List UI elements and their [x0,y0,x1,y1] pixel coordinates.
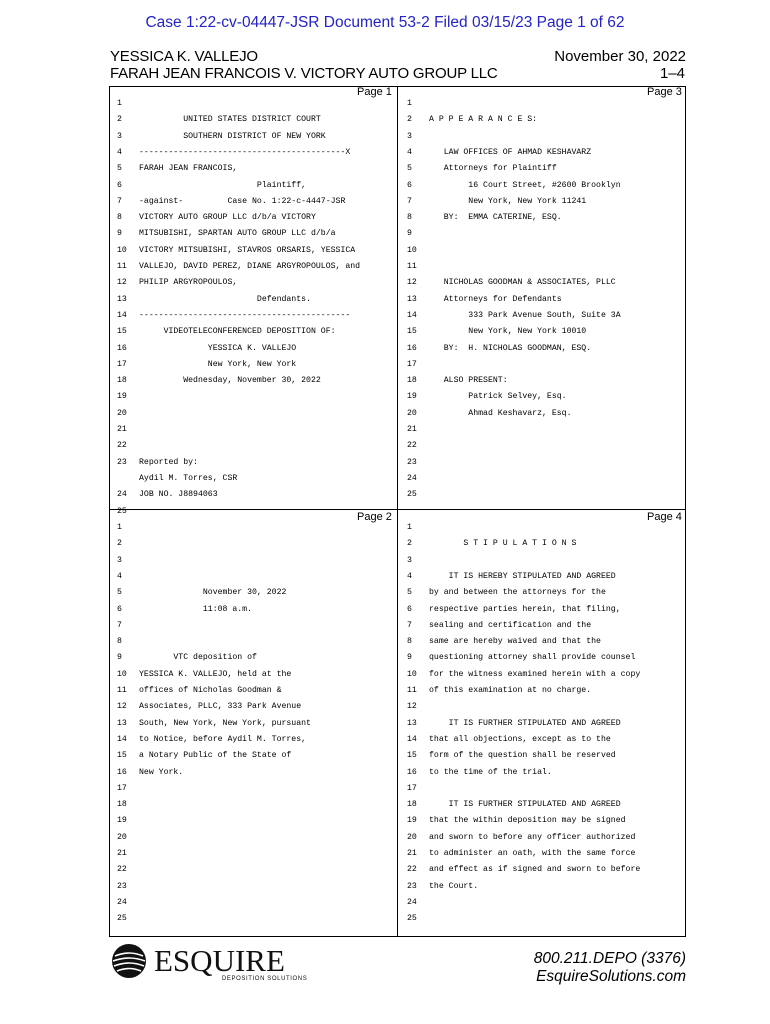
line-text: respective parties herein, that filing, [429,604,621,614]
line-number: 22 [117,865,127,875]
line-number: 17 [407,359,417,369]
line-number: 24 [117,490,127,500]
line-number: 22 [117,441,127,451]
line-text: ------------------------------------------- [139,310,351,320]
line-number: 1 [117,523,122,532]
line-number: 18 [117,376,127,386]
line-text: Reported by: [139,457,198,467]
line-text: South, New York, New York, pursuant [139,718,311,728]
line-number: 23 [117,457,127,467]
line-number: 9 [117,229,122,239]
line-text: New York, New York 11241 [429,196,587,206]
line-number: 14 [407,310,417,320]
line-number: 20 [407,408,417,418]
line-number: 7 [407,196,412,206]
line-text: YESSICA K. VALLEJO [139,343,297,353]
line-text: that the within deposition may be signed [429,816,626,826]
line-number: 21 [117,425,127,434]
line-number: 4 [407,571,412,581]
line-number: 1 [407,99,412,108]
line-text: YESSICA K. VALLEJO, held at the [139,669,292,679]
line-number: 5 [407,588,412,598]
line-number: 7 [407,620,412,630]
line-number: 8 [407,213,412,223]
line-number: 12 [407,278,417,288]
line-text: questioning attorney shall provide counsel [429,653,636,663]
line-number: 4 [117,571,122,581]
line-number: 17 [117,783,127,793]
line-text: sealing and certification and the [429,620,592,630]
line-number: 16 [407,343,417,353]
line-number: 3 [407,555,412,565]
line-number: 20 [117,832,127,842]
line-text: Patrick Selvey, Esq. [429,392,567,402]
line-number: 19 [117,392,127,402]
line-text: ALSO PRESENT: [429,376,508,386]
line-text: VALLEJO, DAVID PEREZ, DIANE ARGYROPOULOS, and [139,262,361,271]
line-number: 7 [117,620,122,630]
line-text: a Notary Public of the State of [139,751,292,761]
line-text: Wednesday, November 30, 2022 [139,376,321,386]
line-number: 12 [117,278,127,288]
line-number: 25 [407,914,417,924]
line-text: Defendants. [139,294,311,304]
line-number: 9 [407,229,412,239]
transcript-header-left [110,48,498,82]
line-text: New York, New York 10010 [429,327,587,337]
line-number: 23 [407,881,417,891]
line-number: 13 [407,294,417,304]
line-text: Ahmad Keshavarz, Esq. [429,408,572,418]
line-text: the Court. [429,881,479,891]
line-text: 333 Park Avenue South, Suite 3A [429,310,621,320]
page-label-2: Page 2 [357,511,392,523]
line-text: 16 Court Street, #2600 Brooklyn [429,180,621,190]
deposition-date: November 30, 2022 [554,48,686,65]
line-text: of this examination at no charge. [429,686,592,695]
line-number: 6 [117,180,122,190]
footer-phone: 800.211.DEPO (3376) [533,950,686,967]
line-number: 17 [117,359,127,369]
line-number: 23 [117,881,127,891]
line-number: 8 [117,213,122,223]
line-text: BY: EMMA CATERINE, ESQ. [429,213,562,223]
line-text: Plaintiff, [139,180,307,190]
line-number: 9 [407,653,412,663]
line-text: VTC deposition of [139,653,257,663]
line-number: 10 [117,245,127,255]
line-number: 18 [407,376,417,386]
line-number: 9 [117,653,122,663]
line-text: VIDEOTELECONFERENCED DEPOSITION OF: [139,327,336,337]
line-text: November 30, 2022 [139,588,287,598]
line-number: 12 [117,702,127,712]
line-text: LAW OFFICES OF AHMAD KESHAVARZ [429,147,592,157]
column-divider [397,86,398,937]
line-number: 7 [117,196,122,206]
line-number: 19 [117,816,127,826]
line-text: Attorneys for Plaintiff [429,164,557,174]
line-number: 16 [407,767,417,777]
line-text: New York, New York [139,359,297,369]
page-label-3: Page 3 [647,86,682,98]
line-number: 15 [407,751,417,761]
line-text: to Notice, before Aydil M. Torres, [139,734,307,744]
court-filing-header: Case 1:22-cv-04447-JSR Document 53-2 Filed 03/15/23 Page 1 of 62 [145,14,625,31]
line-number: 25 [117,506,127,516]
transcript-header-right [554,48,686,82]
page-label-1: Page 1 [357,86,392,98]
line-number: 15 [117,327,127,337]
line-text: to the time of the trial. [429,767,552,777]
line-number: 22 [407,865,417,875]
case-name: FARAH JEAN FRANCOIS V. VICTORY AUTO GROUP LLC [110,65,498,82]
line-number: 24 [407,473,417,483]
line-number: 1 [117,99,122,108]
line-number: 14 [117,310,127,320]
line-text: Aydil M. Torres, CSR [139,473,238,483]
line-text: IT IS FURTHER STIPULATED AND AGREED [429,800,621,810]
line-number: 2 [117,539,122,549]
line-number: 18 [117,800,127,810]
line-number: 14 [117,734,127,744]
line-number: 12 [407,702,417,712]
page-range: 1–4 [659,65,685,82]
line-number: 3 [117,555,122,565]
line-number: 25 [407,490,417,500]
line-number: 20 [117,408,127,418]
line-number: 24 [407,897,417,907]
line-number: 3 [407,131,412,141]
line-number: 15 [407,327,417,337]
line-text: -against- Case No. 1:22-c-4447-JSR [139,196,346,206]
line-number: 23 [407,457,417,467]
line-number: 10 [407,245,417,255]
line-text: NICHOLAS GOODMAN & ASSOCIATES, PLLC [429,278,616,288]
esquire-logo [110,942,330,982]
line-text: IT IS FURTHER STIPULATED AND AGREED [429,718,621,728]
line-number: 11 [407,686,417,695]
line-number: 16 [117,767,127,777]
line-number: 24 [117,897,127,907]
line-text: UNITED STATES DISTRICT COURT [139,115,321,125]
page-label-4: Page 4 [647,511,682,523]
line-text: form of the question shall be reserved [429,751,616,761]
line-number: 4 [407,147,412,157]
line-number: 20 [407,832,417,842]
line-number: 8 [117,637,122,647]
witness-name: YESSICA K. VALLEJO [110,48,258,65]
line-text: SOUTHERN DISTRICT OF NEW YORK [139,131,326,141]
line-number: 11 [117,262,127,271]
line-text: ------------------------------------------X [139,147,351,157]
line-number: 6 [407,180,412,190]
logo-tagline: DEPOSITION SOLUTIONS [222,976,308,982]
line-text: S T I P U L A T I O N S [429,539,577,549]
line-text: to administer an oath, with the same force [429,849,636,858]
line-text: and sworn to before any officer authorized [429,832,636,842]
line-text: by and between the attorneys for the [429,588,606,598]
line-number: 5 [117,164,122,174]
line-number: 4 [117,147,122,157]
line-number: 6 [407,604,412,614]
line-number: 11 [117,686,127,695]
line-number: 21 [407,849,417,858]
line-text: PHILIP ARGYROPOULOS, [139,278,238,288]
line-number: 19 [407,816,417,826]
line-number: 19 [407,392,417,402]
line-text: offices of Nicholas Goodman & [139,686,282,695]
line-text: and effect as if signed and sworn to before [429,865,641,875]
line-text: BY: H. NICHOLAS GOODMAN, ESQ. [429,343,592,353]
line-text: FARAH JEAN FRANCOIS, [139,164,238,174]
line-number: 21 [117,849,127,858]
line-number: 13 [117,718,127,728]
line-text: MITSUBISHI, SPARTAN AUTO GROUP LLC d/b/a [139,229,336,239]
line-text: New York. [139,767,184,777]
line-number: 15 [117,751,127,761]
line-text: VICTORY MITSUBISHI, STAVROS ORSARIS, YESSICA [139,245,356,255]
line-number: 16 [117,343,127,353]
line-number: 21 [407,425,417,434]
line-number: 5 [117,588,122,598]
line-text: Attorneys for Defendants [429,294,562,304]
line-text: Associates, PLLC, 333 Park Avenue [139,702,302,712]
line-number: 17 [407,783,417,793]
line-number: 2 [407,115,412,125]
line-number: 14 [407,734,417,744]
line-text: A P P E A R A N C E S: [429,115,538,125]
row-divider [109,509,686,510]
line-number: 10 [407,669,417,679]
line-number: 11 [407,262,417,271]
footer-website[interactable]: EsquireSolutions.com [536,968,686,985]
line-number: 2 [407,539,412,549]
line-number: 18 [407,800,417,810]
line-text: that all objections, except as to the [429,734,611,744]
line-number: 6 [117,604,122,614]
line-text: same are hereby waived and that the [429,637,601,647]
line-text: VICTORY AUTO GROUP LLC d/b/a VICTORY [139,213,316,223]
line-text: IT IS HEREBY STIPULATED AND AGREED [429,571,616,581]
line-text: 11:08 a.m. [139,604,253,614]
line-text: for the witness examined herein with a copy [429,669,641,679]
line-number: 25 [117,914,127,924]
logo-wordmark: ESQUIRE [154,943,285,978]
line-number: 13 [407,718,417,728]
line-text: JOB NO. J8894063 [139,490,218,500]
line-number: 2 [117,115,122,125]
esquire-globe-icon [110,942,330,982]
line-number: 3 [117,131,122,141]
line-number: 22 [407,441,417,451]
line-number: 13 [117,294,127,304]
line-number: 1 [407,523,412,532]
line-number: 8 [407,637,412,647]
line-number: 10 [117,669,127,679]
footer-contact [534,950,686,986]
line-number: 5 [407,164,412,174]
